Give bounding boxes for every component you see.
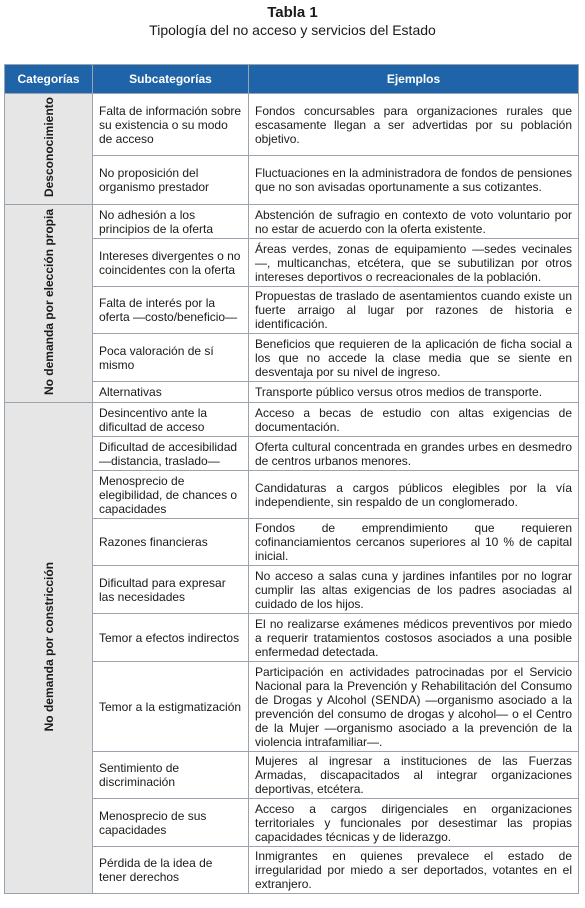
subcategory-cell: Poca valoración de sí mismo [93,334,249,382]
category-cell [5,403,93,894]
subcategory-cell: Sentimiento de discriminación [93,752,249,799]
subcategory-cell: No proposición del organismo prestador [93,156,249,205]
subcategory-cell: Desincentivo ante la dificultad de acceso [93,403,249,437]
example-cell: Abstención de sufragio en contexto de voto voluntario por no estar de acuerdo con la oferta existente. [249,205,579,239]
header-row [5,65,579,94]
example-cell: Fluctuaciones en la administradora de fondos de pensiones que no son avisadas oportunamente a sus cotizantes. [249,156,579,205]
category-label: No demanda por elección propia [41,208,56,396]
subcategory-cell: Dificultad de accesibilidad —distancia, traslado— [93,437,249,471]
subcategory-cell: Temor a la estigmatización [93,662,249,752]
subcategory-cell: Dificultad para expresar las necesidades [93,566,249,614]
example-cell: Beneficios que requieren de la aplicación de ficha social a los que no accede la clase media que se siente en desventaja por su nivel de ingreso. [249,334,579,382]
typology-table [4,64,579,894]
example-cell: Inmigrantes en quienes prevalece el estado de irregularidad por miedo a ser deportados, votantes en el extranjero. [249,847,579,894]
header-categorias: Categorías [5,65,93,94]
category-label: No demanda por constricción [41,561,56,732]
example-cell: Candidaturas a cargos públicos elegibles por la vía independiente, sin respaldo de un conglomerado. [249,471,579,519]
header-ejemplos: Ejemplos [249,65,579,94]
example-cell: Participación en actividades patrocinadas por el Servicio Nacional para la Prevención y Rehabilitación del Consumo de Drogas y Alcohol (SENDA) —organismo asociado a la prevención del consumo de drogas y alcohol— o el Centro de la Mujer —organismo asociado a la prevención de la violencia intrafamiliar—. [249,662,579,752]
category-cell [5,94,93,205]
subcategory-cell: Pérdida de la idea de tener derechos [93,847,249,894]
example-cell: Mujeres al ingresar a instituciones de las Fuerzas Armadas, discapacitados al integrar organizaciones deportivas, etcétera. [249,752,579,799]
table-row [5,403,579,437]
example-cell: Fondos de emprendimiento que requieren cofinanciamientos cercanos superiores al 10 % de capital inicial. [249,519,579,566]
subcategory-cell: Razones financieras [93,519,249,566]
subcategory-cell: Falta de interés por la oferta —costo/beneficio— [93,287,249,334]
subcategory-cell: Menosprecio de elegibilidad, de chances o capacidades [93,471,249,519]
example-cell: Oferta cultural concentrada en grandes urbes en desmedro de centros urbanos menores. [249,437,579,471]
category-cell [5,205,93,403]
example-cell: El no realizarse exámenes médicos preventivos por miedo a requerir tratamientos costosos asociados a una posible enfermedad detectada. [249,614,579,662]
subcategory-cell: Falta de información sobre su existencia o su modo de acceso [93,94,249,156]
example-cell: Áreas verdes, zonas de equipamiento —sedes vecinales—, multicanchas, etcétera, que se subutilizan por otros intereses deportivos o recreacionales de la población. [249,239,579,287]
table-row [5,205,579,239]
subcategory-cell: Menosprecio de sus capacidades [93,799,249,847]
table-subtitle: Tipología del no acceso y servicios del Estado [149,22,436,38]
example-cell: Acceso a becas de estudio con altas exigencias de documentación. [249,403,579,437]
subcategory-cell: Intereses divergentes o no coincidentes con la oferta [93,239,249,287]
subcategory-cell: Alternativas [93,382,249,403]
example-cell: No acceso a salas cuna y jardines infantiles por no lograr cumplir las altas exigencias de los padres asociadas al cuidado de los hijos. [249,566,579,614]
example-cell: Propuestas de traslado de asentamientos cuando existe un fuerte arraigo al lugar por razones de historia e identificación. [249,287,579,334]
subcategory-cell: No adhesión a los principios de la oferta [93,205,249,239]
table-title: Tabla 1 [267,4,318,21]
subcategory-cell: Temor a efectos indirectos [93,614,249,662]
category-label: Desconocimiento [41,97,56,198]
table-row [5,94,579,156]
header-subcategorias: Subcategorías [93,65,249,94]
example-cell: Fondos concursables para organizaciones rurales que escasamente llegan a ser advertidas por su población objetivo. [249,94,579,156]
example-cell: Transporte público versus otros medios de transporte. [249,382,579,403]
example-cell: Acceso a cargos dirigenciales en organizaciones territoriales y funcionales por desestimar las propias capacidades técnicas y de liderazgo. [249,799,579,847]
